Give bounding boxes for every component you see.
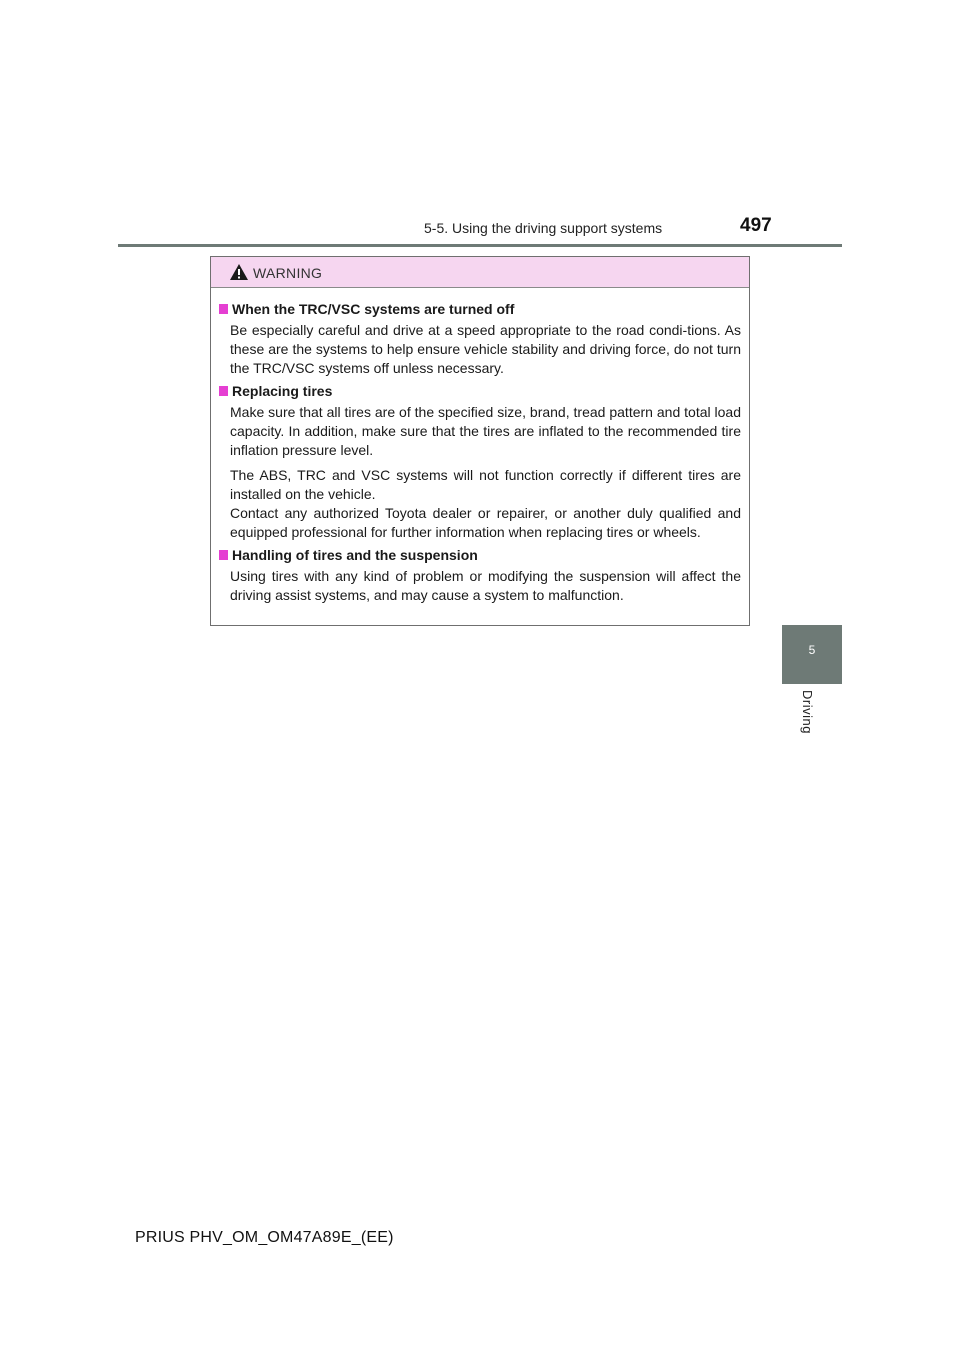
section-heading-text: Replacing tires bbox=[232, 383, 333, 399]
section-paragraph: Contact any authorized Toyota dealer or repairer, or another duly qualified and equipped professional for further information when replacing tires or wheels. bbox=[230, 505, 741, 540]
warning-section bbox=[219, 300, 741, 378]
warning-box bbox=[210, 256, 750, 626]
document-code: PRIUS PHV_OM_OM47A89E_(EE) bbox=[135, 1229, 394, 1246]
chapter-label: Driving bbox=[800, 690, 815, 734]
section-heading bbox=[219, 300, 741, 319]
section-paragraph: Be especially careful and drive at a speed appropriate to the road condi-tions. As these are the systems to help ensure vehicle stability and driving force, do not turn the TRC/VSC systems off unless necessary. bbox=[230, 322, 741, 376]
warning-triangle-icon bbox=[229, 263, 249, 281]
warning-body bbox=[211, 288, 749, 605]
bullet-square-icon bbox=[219, 304, 228, 314]
section-paragraph: Make sure that all tires are of the specified size, brand, tread pattern and total load capacity. In addition, make sure that the tires are inflated to the recommended tire inflation pressure level. bbox=[230, 404, 741, 458]
section-title: 5-5. Using the driving support systems bbox=[424, 220, 663, 236]
chapter-number: 5 bbox=[808, 643, 816, 657]
section-heading bbox=[219, 382, 741, 401]
warning-section bbox=[219, 382, 741, 542]
section-paragraph: The ABS, TRC and VSC systems will not function correctly if different tires are installed on the vehicle. bbox=[230, 467, 741, 502]
section-paragraph: Using tires with any kind of problem or modifying the suspension will affect the driving assist systems, and may cause a system to malfunction. bbox=[230, 568, 741, 603]
section-heading-text: When the TRC/VSC systems are turned off bbox=[232, 301, 515, 317]
header-divider bbox=[118, 244, 842, 247]
section-heading bbox=[219, 546, 741, 565]
section-heading-text: Handling of tires and the suspension bbox=[232, 547, 478, 563]
warning-header bbox=[211, 257, 749, 288]
warning-title: WARNING bbox=[253, 265, 323, 281]
warning-section bbox=[219, 546, 741, 605]
bullet-square-icon bbox=[219, 550, 228, 560]
bullet-square-icon bbox=[219, 386, 228, 396]
chapter-tab bbox=[782, 625, 842, 684]
page-number: 497 bbox=[740, 215, 772, 236]
